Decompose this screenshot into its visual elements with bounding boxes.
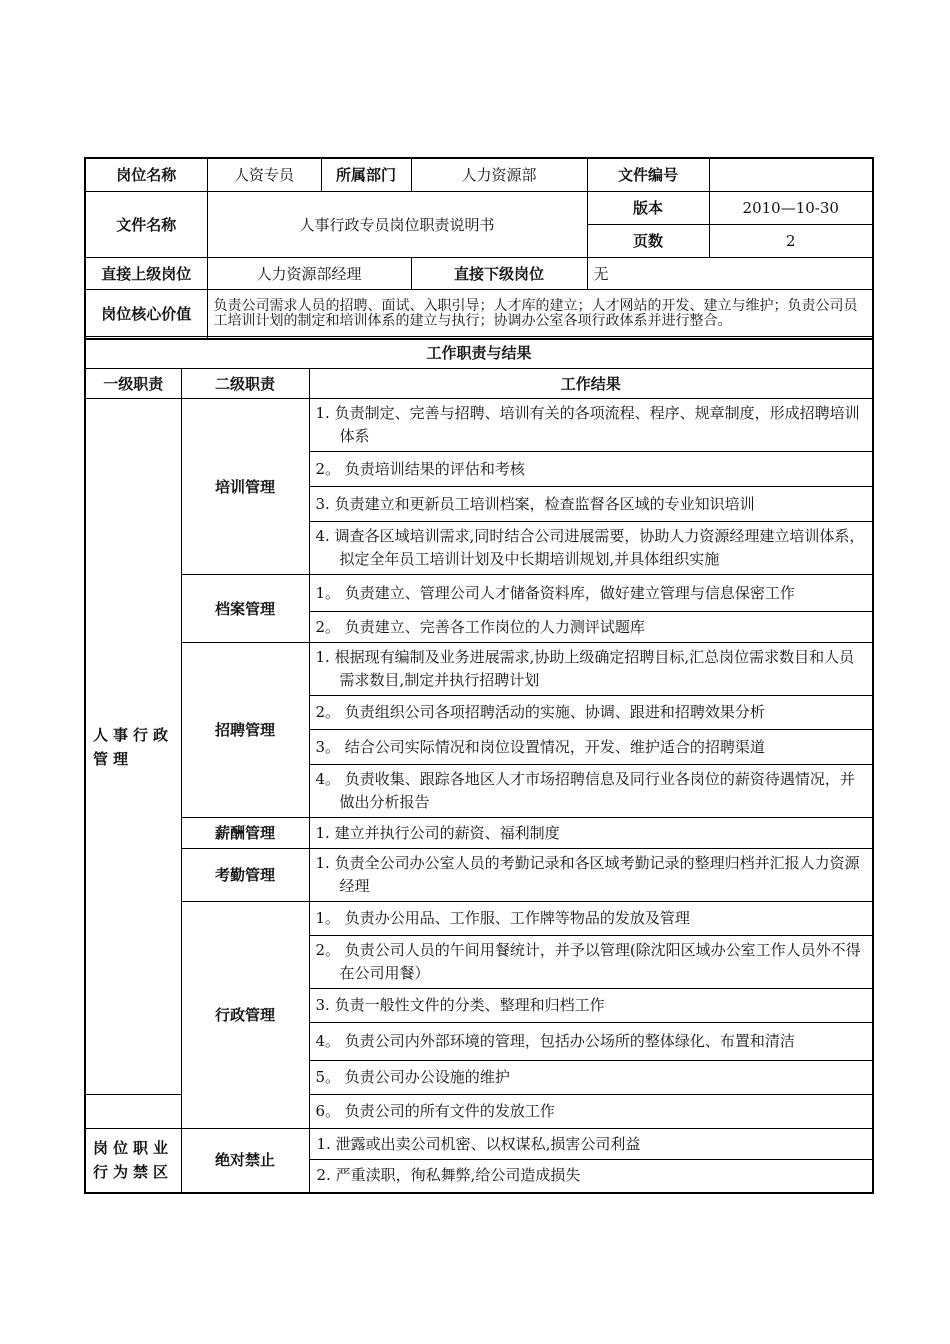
- level2-duty: 行政管理: [181, 902, 309, 1129]
- level2-duty: 薪酬管理: [181, 818, 309, 849]
- duty-result-item: 1。 负责办公用品、工作服、工作牌等物品的发放及管理: [309, 902, 873, 936]
- duty-result-item: 4。 负责公司内外部环境的管理，包括办公场所的整体绿化、布置和清洁: [309, 1023, 873, 1061]
- pages-value: 2: [709, 225, 873, 258]
- post-name-label: 岗位名称: [85, 158, 207, 192]
- duty-row: [85, 818, 873, 849]
- subordinate-label: 直接下级岗位: [411, 258, 587, 290]
- department-label: 所属部门: [321, 158, 411, 192]
- duty-row: [85, 575, 873, 612]
- duty-result-item: 1。 负责建立、管理公司人才储备资料库，做好建立管理与信息保密工作: [309, 575, 873, 612]
- duty-result-item: 5。 负责公司办公设施的维护: [309, 1061, 873, 1095]
- subordinate-value: 无: [587, 258, 873, 290]
- section-title: 工作职责与结果: [85, 337, 873, 369]
- duty-result-item: 4. 调查各区域培训需求,同时结合公司进展需要，协助人力资源经理建立培训体系，拟定全年员工培训计划及中长期培训规划,并具体组织实施: [309, 522, 873, 575]
- duty-result-item: 1. 根据现有编制及业务进展需求,协助上级确定招聘目标,汇总岗位需求数目和人员需求数目,制定并执行招聘计划: [309, 643, 873, 696]
- duty-row: [85, 849, 873, 902]
- duties-table: [84, 336, 874, 1194]
- forbidden-item: 2. 严重渎职，徇私舞弊,给公司造成损失: [309, 1160, 873, 1193]
- column-header-level2: 二级职责: [181, 369, 309, 399]
- version-label: 版本: [587, 192, 709, 225]
- doc-no-value: [709, 158, 873, 192]
- superior-label: 直接上级岗位: [85, 258, 207, 290]
- duty-result-item: 1. 负责全公司办公室人员的考勤记录和各区域考勤记录的整理归档并汇报人力资源经理: [309, 849, 873, 902]
- duty-result-item: 6。 负责公司的所有文件的发放工作: [309, 1095, 873, 1129]
- forbidden-row: [85, 1129, 873, 1160]
- forbidden-level2: 绝对禁止: [181, 1129, 309, 1193]
- forbidden-level1: 岗位职业行为禁区: [85, 1129, 181, 1193]
- duty-result-item: 3。 结合公司实际情况和岗位设置情况，开发、维护适合的招聘渠道: [309, 730, 873, 765]
- duty-result-item: 3. 负责建立和更新员工培训档案，检查监督各区域的专业知识培训: [309, 487, 873, 522]
- department-value: 人力资源部: [411, 158, 587, 192]
- forbidden-item: 1. 泄露或出卖公司机密、以权谋私,损害公司利益: [309, 1129, 873, 1160]
- level1-duty: 人事行政管理: [85, 399, 181, 1095]
- duty-result-item: 3. 负责一般性文件的分类、整理和归档工作: [309, 989, 873, 1023]
- column-header-result: 工作结果: [309, 369, 873, 399]
- level2-duty: 档案管理: [181, 575, 309, 643]
- duty-result-item: 1. 建立并执行公司的薪资、福利制度: [309, 818, 873, 849]
- doc-name-value: 人事行政专员岗位职责说明书: [207, 192, 587, 258]
- header-table: [84, 157, 874, 340]
- core-value-text: 负责公司需求人员的招聘、面试、入职引导；人才库的建立；人才网站的开发、建立与维护；负责公司员工培训计划的制定和培训体系的建立与执行；协调办公室各项行政体系并进行整合。: [207, 290, 873, 340]
- version-value: 2010—10-30: [709, 192, 873, 225]
- duty-row: [85, 902, 873, 936]
- post-name-value: 人资专员: [207, 158, 321, 192]
- superior-value: 人力资源部经理: [207, 258, 411, 290]
- duty-row: [85, 643, 873, 696]
- pages-label: 页数: [587, 225, 709, 258]
- core-value-label: 岗位核心价值: [85, 290, 207, 340]
- duty-result-item: 2。 负责培训结果的评估和考核: [309, 452, 873, 487]
- level1-duty-empty: [85, 1095, 181, 1129]
- level2-duty: 培训管理: [181, 399, 309, 575]
- duty-row: [85, 399, 873, 452]
- duty-result-item: 2。 负责公司人员的午间用餐统计，并予以管理(除沈阳区域办公室工作人员外不得在公司用餐）: [309, 936, 873, 989]
- duty-result-item: 2。 负责建立、完善各工作岗位的人力测评试题库: [309, 612, 873, 643]
- level2-duty: 考勤管理: [181, 849, 309, 902]
- duty-result-item: 4。 负责收集、跟踪各地区人才市场招聘信息及同行业各岗位的薪资待遇情况，并做出分析报告: [309, 765, 873, 818]
- column-header-level1: 一级职责: [85, 369, 181, 399]
- duty-result-item: 2。 负责组织公司各项招聘活动的实施、协调、跟进和招聘效果分析: [309, 696, 873, 730]
- level2-duty: 招聘管理: [181, 643, 309, 818]
- doc-name-label: 文件名称: [85, 192, 207, 258]
- doc-no-label: 文件编号: [587, 158, 709, 192]
- duty-result-item: 1. 负责制定、完善与招聘、培训有关的各项流程、程序、规章制度，形成招聘培训体系: [309, 399, 873, 452]
